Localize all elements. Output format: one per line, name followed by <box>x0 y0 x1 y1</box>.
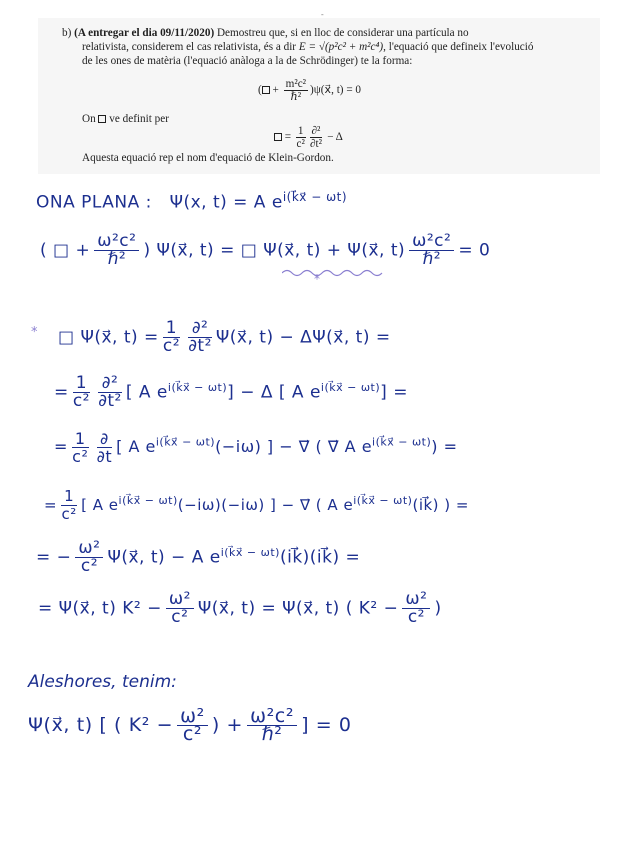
l5-exp: i(k⃗x⃗ − ωt) <box>155 435 216 449</box>
hw-line-7 <box>36 540 360 575</box>
hw-line-10 <box>28 705 352 745</box>
plane-wave-exp: i(k⃗x⃗ − ωt) <box>282 190 347 204</box>
asterisk-under: * <box>314 272 320 286</box>
l8-num2: ω² <box>402 591 430 609</box>
l5-dden: ∂t <box>96 447 113 466</box>
hw-line-5 <box>54 430 458 465</box>
l4-frac <box>73 375 90 410</box>
energy-equation: E = √(p²c² + m²c⁴) <box>298 41 384 53</box>
l8-b: Ψ(x⃗, t) = Ψ(x⃗, t) ( K² − <box>197 598 399 619</box>
l4-b: [ A e <box>125 382 168 403</box>
hw-line-6 <box>44 488 469 523</box>
l3-dden: ∂t² <box>188 336 212 356</box>
plane-wave-label: ONA PLANA : <box>36 192 152 213</box>
box-frac-2 <box>310 125 323 150</box>
dalembertian-box <box>274 133 282 141</box>
l6-exp2: i(k⃗x⃗ − ωt) <box>353 494 413 507</box>
l2-frac <box>94 233 139 268</box>
box-dden: ∂t² <box>309 138 322 150</box>
l5-dnum: ∂ <box>97 430 113 448</box>
hw-line-3 <box>58 320 391 355</box>
l5-den: c² <box>72 447 89 466</box>
l5-c: (−iω) ] − ∇⃗ ( ∇⃗ A e <box>215 437 373 456</box>
l2-num2: ω²c² <box>409 233 454 251</box>
l4-dden: ∂t² <box>98 391 122 411</box>
l4-den: c² <box>72 391 90 411</box>
l10-frac-2 <box>247 705 297 745</box>
on-b: ve definit per <box>106 113 169 125</box>
l7-den: c² <box>80 556 99 576</box>
l6-exp: i(k⃗x⃗ − ωt) <box>118 494 178 507</box>
asterisk-mark: * <box>31 325 38 340</box>
hw-line-8 <box>38 591 442 626</box>
l10-c: ] = 0 <box>301 714 352 736</box>
l2-mid: ) Ψ(x⃗, t) = □ Ψ(x⃗, t) + Ψ(x⃗, t) <box>143 240 406 261</box>
l5-exp2: i(k⃗x⃗ − ωt) <box>372 435 432 449</box>
kg-plus: + <box>269 84 282 97</box>
box-num: 1 <box>297 125 304 137</box>
l4-exp: i(k⃗x⃗ − ωt) <box>167 380 228 394</box>
l6-num: 1 <box>61 488 77 506</box>
item-label: b) <box>62 27 72 39</box>
l7-frac <box>75 540 103 575</box>
kg-num: m²c² <box>285 78 307 90</box>
box-definition <box>274 125 343 150</box>
kg-den: ℏ² <box>290 91 302 103</box>
l7-c: (ik⃗)(ik⃗) = <box>279 547 361 568</box>
l3-dnum: ∂² <box>188 320 212 338</box>
l10-frac <box>177 705 208 745</box>
l4-a: = <box>54 382 69 403</box>
l6-a: = <box>44 496 58 514</box>
l3-frac <box>163 320 180 355</box>
l8-num: ω² <box>166 591 194 609</box>
kg-fraction <box>284 78 308 103</box>
l4-frac-2 <box>98 375 122 410</box>
l10-a: Ψ(x⃗, t) [ ( K² − <box>28 714 174 736</box>
l4-dnum: ∂² <box>98 375 122 393</box>
l6-frac <box>61 488 77 523</box>
item-deadline: (A entregar el dia 09/11/2020) <box>74 27 215 39</box>
l7-exp: i(k⃗x⃗ − ωt) <box>220 545 280 559</box>
statement-line-3: de les ones de matèria (l'equació anàloga a la de Schrödinger) te la forma: <box>82 55 413 67</box>
klein-gordon-equation <box>258 78 361 103</box>
l6-b: [ A e <box>81 496 119 514</box>
l8-c: ) <box>434 598 442 619</box>
line2-a: relativista, considerem el cas relativista, és a dir <box>82 41 299 53</box>
l5-frac-2 <box>97 430 113 465</box>
hw-line-2 <box>40 233 490 268</box>
item-text-1: Demostreu que, si en lloc de considerar una partícula no <box>216 27 469 39</box>
line2-b: , l'equació que defineix l'evolució <box>383 41 534 53</box>
l2-den: ℏ² <box>107 249 127 269</box>
l10-num2: ω²c² <box>247 708 297 726</box>
l4-exp2: i(k⃗x⃗ − ωt) <box>320 380 381 394</box>
l7-a: = − <box>36 547 72 568</box>
l2-end: = 0 <box>458 240 491 261</box>
l2-open: ( □ + <box>40 240 91 261</box>
statement-last-line: Aquesta equació rep el nom d'equació de Klein-Gordon. <box>82 152 334 164</box>
l4-num: 1 <box>73 375 90 393</box>
l4-c: ] − Δ [ A e <box>227 382 321 403</box>
l5-b: [ A e <box>116 437 156 456</box>
l7-b: Ψ(x⃗, t) − A e <box>107 547 221 568</box>
l2-frac-2 <box>409 233 454 268</box>
l10-den: c² <box>182 723 203 745</box>
hw-line-1 <box>36 190 347 213</box>
box-dnum: ∂² <box>311 125 321 137</box>
l3-den: c² <box>162 336 181 356</box>
l3-a: □ Ψ(x⃗, t) = <box>58 327 159 348</box>
dalembertian-box <box>262 86 270 94</box>
box-den: c² <box>296 138 305 150</box>
l6-d: (ik⃗) ) = <box>412 496 469 514</box>
plane-wave-eq: Ψ(x, t) = A e <box>169 192 283 213</box>
hw-line-4 <box>54 375 408 410</box>
l3-num: 1 <box>163 320 180 338</box>
l2-den2: ℏ² <box>422 249 442 269</box>
l10-b: ) + <box>211 714 244 736</box>
box-frac-1 <box>296 125 306 150</box>
l10-den2: ℏ² <box>261 723 283 745</box>
l8-a: = Ψ(x⃗, t) K² − <box>38 598 162 619</box>
l5-frac <box>72 430 89 465</box>
l3-b: Ψ(x⃗, t) − ΔΨ(x⃗, t) = <box>215 327 391 348</box>
l6-den: c² <box>61 505 77 523</box>
wavy-underline <box>282 268 387 278</box>
hw-line-9: Aleshores, tenim: <box>28 672 177 692</box>
box-tail: − Δ <box>324 131 343 144</box>
l5-d: ) = <box>431 437 458 456</box>
on-a: On <box>82 113 99 125</box>
l4-d: ] = <box>380 382 408 403</box>
l10-num: ω² <box>177 708 208 726</box>
statement-line-1 <box>62 27 469 41</box>
l8-frac <box>166 591 194 626</box>
box-eq: = <box>282 131 294 144</box>
page-dash: - <box>321 10 324 19</box>
l2-num: ω²c² <box>94 233 139 251</box>
l8-frac-2 <box>402 591 430 626</box>
statement-line-2 <box>82 41 533 55</box>
l3-frac-2 <box>188 320 212 355</box>
kg-close: )ψ(x⃗, t) = 0 <box>310 84 362 97</box>
l5-num: 1 <box>72 430 89 448</box>
l8-den: c² <box>171 607 189 627</box>
kg-open: ( <box>258 84 262 97</box>
l5-a: = <box>54 437 68 456</box>
l8-den2: c² <box>407 607 425 627</box>
l6-c: (−iω)(−iω) ] − ∇⃗ ( A e <box>177 496 354 514</box>
l7-num: ω² <box>75 540 103 558</box>
on-defined <box>82 113 169 127</box>
